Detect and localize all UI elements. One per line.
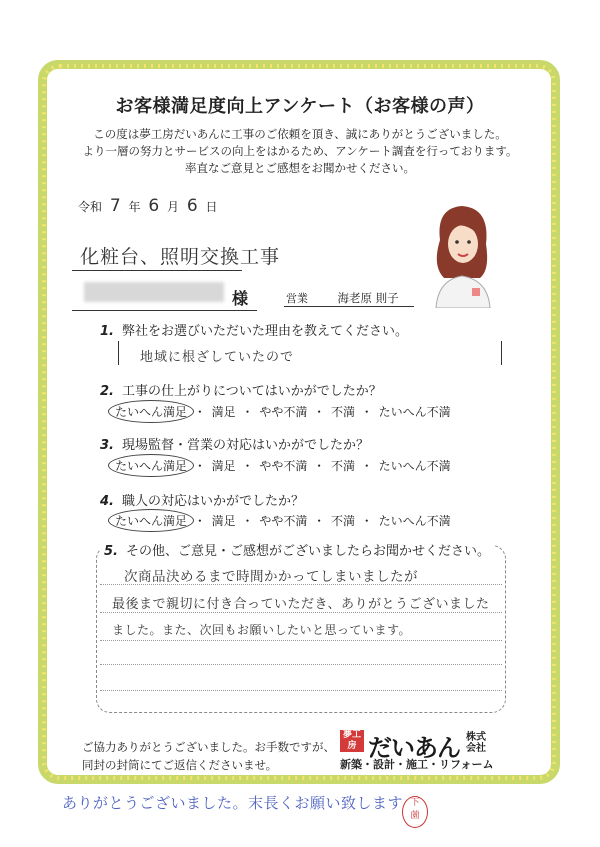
option-selected[interactable]: たいへん満足 bbox=[108, 454, 194, 477]
question-number: 2. bbox=[100, 384, 114, 399]
date-field bbox=[78, 196, 218, 216]
q3-options: たいへん満足 ・ 満足 ・ やや不満 ・ 不満 ・ たいへん不満 bbox=[114, 457, 451, 474]
sales-rep bbox=[286, 290, 399, 306]
handwritten-footer-note: ありがとうございました。末長くお願い致します bbox=[62, 794, 404, 812]
sales-rep-portrait-icon bbox=[430, 200, 494, 308]
question-text: その他、ご意見・ご感想がございましたらお聞かせください。 bbox=[125, 544, 490, 559]
intro-text bbox=[0, 126, 600, 177]
intro-line: この度は夢工房だいあんに工事のご依頼を頂き、誠にありがとうございました。 bbox=[93, 127, 507, 141]
option[interactable]: 満足 bbox=[211, 514, 236, 528]
logo-mark: 夢工房 bbox=[340, 730, 364, 752]
project-name[interactable]: 化粧台、照明交換工事 bbox=[80, 246, 281, 268]
intro-line: より一層の努力とサービスの向上をはかるため、アンケート調査を行っております。 bbox=[82, 144, 518, 158]
option[interactable]: 不満 bbox=[330, 459, 355, 473]
option[interactable]: 満足 bbox=[211, 459, 236, 473]
sales-underline bbox=[284, 306, 414, 307]
company-logo bbox=[340, 728, 500, 774]
thanks-line: 同封の封筒にてご返信くださいませ。 bbox=[82, 758, 278, 772]
logo-tagline: 新築・設計・施工・リフォーム bbox=[340, 758, 494, 771]
comment-text[interactable]: ました。また、次回もお願いしたいと思っています。 bbox=[112, 623, 412, 637]
q1-answer[interactable]: 地域に根ざしていたので bbox=[140, 350, 295, 365]
question-number: 1. bbox=[100, 324, 114, 339]
question-number: 3. bbox=[100, 438, 114, 453]
question-number: 4. bbox=[100, 494, 114, 509]
option[interactable]: やや不満 bbox=[259, 459, 308, 473]
option[interactable]: 不満 bbox=[330, 405, 355, 419]
date-day[interactable]: 6 bbox=[186, 196, 198, 216]
question-number: 5. bbox=[104, 544, 118, 559]
question-3 bbox=[100, 434, 369, 453]
project-underline bbox=[72, 270, 242, 271]
option[interactable]: たいへん不満 bbox=[378, 459, 451, 473]
question-4 bbox=[100, 490, 304, 509]
comment-text[interactable]: 最後まで親切に付き合っていただき、ありがとうございました bbox=[112, 597, 490, 612]
q4-options: たいへん満足 ・ 満足 ・ やや不満 ・ 不満 ・ たいへん不満 bbox=[114, 512, 451, 529]
option-selected[interactable]: たいへん満足 bbox=[108, 400, 194, 423]
comment-text[interactable]: 次商品決めるまで時間かかってしまいましたが bbox=[124, 569, 418, 585]
option[interactable]: やや不満 bbox=[259, 514, 308, 528]
option[interactable]: たいへん不満 bbox=[378, 514, 451, 528]
q2-options: たいへん満足 ・ 満足 ・ やや不満 ・ 不満 ・ たいへん不満 bbox=[114, 403, 451, 420]
customer-suffix: 様 bbox=[232, 289, 249, 308]
comment-line bbox=[100, 640, 502, 641]
option-selected[interactable]: たいへん満足 bbox=[108, 509, 194, 532]
customer-underline bbox=[72, 310, 257, 311]
question-text: 弊社をお選びいただいた理由を教えてください。 bbox=[121, 324, 408, 339]
question-text: 職人の対応はいかがでしたか？ bbox=[121, 494, 304, 509]
sales-name: 海老原 則子 bbox=[337, 291, 399, 305]
question-5 bbox=[100, 540, 494, 559]
page-title: お客様満足度向上アンケート（お客様の声） bbox=[115, 96, 485, 117]
option[interactable]: たいへん不満 bbox=[378, 405, 451, 419]
customer-name-redacted bbox=[84, 282, 224, 302]
date-month[interactable]: 6 bbox=[148, 196, 160, 216]
intro-line: 率直なご意見とご感想をお聞かせください。 bbox=[185, 161, 415, 175]
date-month-unit: 月 bbox=[167, 200, 180, 214]
thanks-note bbox=[82, 738, 335, 774]
option[interactable]: 不満 bbox=[330, 514, 355, 528]
date-era: 令和 bbox=[78, 200, 103, 214]
question-2 bbox=[100, 380, 382, 399]
comment-line bbox=[100, 612, 502, 613]
seal-stamp: 下 薗 bbox=[402, 796, 428, 828]
option[interactable]: 満足 bbox=[211, 405, 236, 419]
question-text: 現場監督・営業の対応はいかがでしたか？ bbox=[121, 438, 369, 453]
sales-label: 営業 bbox=[286, 292, 308, 305]
comment-line bbox=[100, 664, 502, 665]
question-text: 工事の仕上がりについてはいかがでしたか？ bbox=[121, 384, 382, 399]
logo-suffix: 株式会社 bbox=[466, 732, 486, 754]
date-year[interactable]: 7 bbox=[109, 196, 121, 216]
option[interactable]: やや不満 bbox=[259, 405, 308, 419]
question-1 bbox=[100, 320, 408, 339]
comment-line bbox=[100, 690, 502, 691]
date-day-unit: 日 bbox=[205, 200, 218, 214]
thanks-line: ご協力ありがとうございました。お手数ですが、 bbox=[82, 740, 335, 754]
date-year-unit: 年 bbox=[128, 200, 141, 214]
logo-name: だいあん bbox=[368, 734, 460, 762]
